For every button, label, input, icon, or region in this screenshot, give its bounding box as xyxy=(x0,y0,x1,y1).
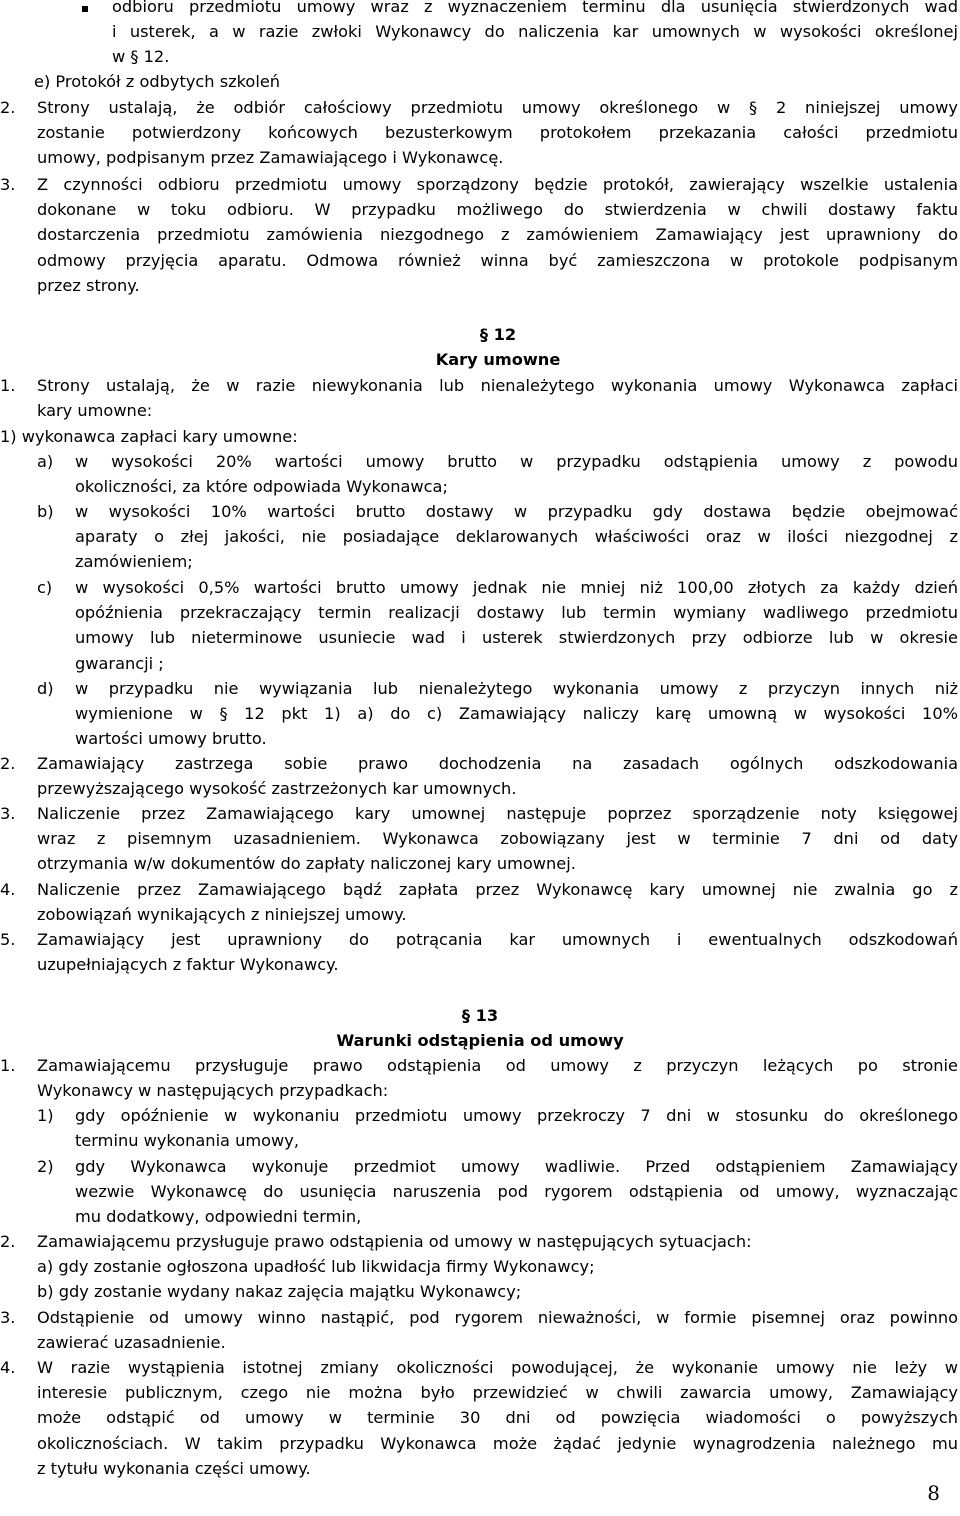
list-label: 2) xyxy=(37,1157,54,1176)
text-line: w wysokości 20% wartości umowy brutto w przypadku odstąpienia umowy z powodu xyxy=(75,452,958,471)
text-line: zostanie potwierdzony końcowych bezusterkowym protokołem przekazania całości przedmiotu xyxy=(37,123,958,143)
text-line: uzupełniających z faktur Wykonawcy. xyxy=(37,955,339,975)
list-label: c) xyxy=(37,578,53,597)
text-line: gdy opóźnienie w wykonaniu przedmiotu umowy przekroczy 7 dni w stosunku do określonego xyxy=(75,1106,958,1125)
text-line: Zamawiającemu przysługuje prawo odstąpienia od umowy w następujących sytuacjach: xyxy=(37,1232,752,1251)
text-line: wymienione w § 12 pkt 1) a) do c) Zamawiający naliczy karę umowną w wysokości 10% xyxy=(75,704,958,724)
text-line: dostarczenia przedmiotu zamówienia niezgodnego z zamówieniem Zamawiający jest uprawniony do xyxy=(37,225,958,245)
text-line: w § 12. xyxy=(112,47,170,67)
text-line: i usterek, a w razie zwłoki Wykonawcy do naliczenia kar umownych w wysokości określonej xyxy=(112,22,958,42)
paragraph-number: 2. xyxy=(0,754,16,773)
text-line: odmowy przyjęcia aparatu. Odmowa również winna być zamieszczona w protokole podpisanym xyxy=(37,250,958,270)
text-line: przez strony. xyxy=(37,275,140,295)
text-line: opóźnienia przekraczający termin realizacji dostawy lub termin wymiany wadliwego przedmiotu xyxy=(75,603,958,623)
text-line: umowy lub nieterminowe usuniecie wad i usterek stwierdzonych przy odbiorze lub w okresie xyxy=(75,628,958,648)
text-line: z tytułu wykonania części umowy. xyxy=(37,1458,311,1478)
paragraph-number: 2. xyxy=(0,98,16,117)
text-line: w przypadku nie wywiązania lub nienależytego wykonania umowy z przyczyn innych niż xyxy=(75,679,958,698)
text-line: okolicznościach. W takim przypadku Wykonawca może żądać jedynie wynagrodzenia należnego mu xyxy=(37,1433,958,1453)
text-line: Strony ustalają, że w razie niewykonania lub nienależytego wykonania umowy Wykonawca zapłaci xyxy=(37,376,958,395)
text-line: W razie wystąpienia istotnej zmiany okoliczności powodującej, że wykonanie umowy nie leży w xyxy=(37,1358,958,1377)
section-number: § 13 xyxy=(461,1006,499,1025)
text-line: okoliczności, za które odpowiada Wykonawca; xyxy=(75,477,448,497)
text-line: odbioru przedmiotu umowy wraz z wyznaczeniem terminu dla usunięcia stwierdzonych wad xyxy=(112,0,958,16)
text-line: Odstąpienie od umowy winno nastąpić, pod rygorem nieważności, w formie pisemnej oraz powinno xyxy=(37,1308,958,1327)
text-line: zamówieniem; xyxy=(75,552,193,572)
text-line: w wysokości 10% wartości brutto dostawy w przypadku gdy dostawa będzie obejmować xyxy=(75,502,958,521)
text-line: Zamawiającemu przysługuje prawo odstąpienia od umowy z przyczyn leżących po stronie xyxy=(37,1056,958,1075)
text-line: Zamawiający jest uprawniony do potrącania kar umownych i ewentualnych odszkodowań xyxy=(37,930,958,949)
text-line: wartości umowy brutto. xyxy=(75,729,267,749)
text-line: Zamawiający zastrzega sobie prawo dochodzenia na zasadach ogólnych odszkodowania xyxy=(37,754,958,773)
text-line: gdy Wykonawca wykonuje przedmiot umowy wadliwie. Przed odstąpieniem Zamawiający xyxy=(75,1157,958,1176)
paragraph-number: 1. xyxy=(0,376,16,395)
section-heading-13 xyxy=(0,1003,960,1053)
text-line: zawierać uzasadnienie. xyxy=(37,1333,226,1353)
text-line: Naliczenie przez Zamawiającego kary umownej następuje poprzez sporządzenie noty księgowej xyxy=(37,804,958,823)
text-line: umowy, podpisanym przez Zamawiającego i Wykonawcę. xyxy=(37,148,504,168)
text-line: przewyższającego wysokość zastrzeżonych kar umownych. xyxy=(37,779,517,799)
page-number: 8 xyxy=(927,1481,940,1505)
text-line: wraz z pisemnym uzasadnieniem. Wykonawca zobowiązany jest w terminie 7 dni od daty xyxy=(37,829,958,849)
section-heading-12 xyxy=(0,322,960,372)
paragraph-number: 4. xyxy=(0,1358,16,1377)
text-line: może odstąpić od umowy w terminie 30 dni od powzięcia wiadomości o powyższych xyxy=(37,1408,958,1428)
text-line: 1) wykonawca zapłaci kary umowne: xyxy=(0,427,298,446)
text-line: mu dodatkowy, odpowiedni termin, xyxy=(75,1207,362,1227)
text-line: aparaty o złej jakości, nie posiadające deklarowanych właściwości oraz w ilości niezgodnej z xyxy=(75,527,958,547)
text-line: dokonane w toku odbioru. W przypadku możliwego do stwierdzenia w chwili dostawy faktu xyxy=(37,200,958,220)
text-line: gwarancji ; xyxy=(75,653,164,673)
text-line: Strony ustalają, że odbiór całościowy przedmiotu umowy określonego w § 2 niniejszej umowy xyxy=(37,98,958,117)
text-line: interesie publicznym, czego nie można było przewidzieć w chwili zawarcia umowy, Zamawiający xyxy=(37,1383,958,1403)
text-line: otrzymania w/w dokumentów do zapłaty naliczonej kary umownej. xyxy=(37,854,576,874)
text-line: Naliczenie przez Zamawiającego bądź zapłata przez Wykonawcę kary umownej nie zwalnia go z xyxy=(37,880,958,899)
text-line: e) Protokół z odbytych szkoleń xyxy=(34,72,281,91)
text-line: b) gdy zostanie wydany nakaz zajęcia majątku Wykonawcy; xyxy=(37,1282,522,1302)
paragraph-number: 3. xyxy=(0,804,16,823)
text-line: wezwie Wykonawcę do usunięcia naruszenia pod rygorem odstąpienia od umowy, wyznaczając xyxy=(75,1182,958,1202)
section-title: Warunki odstąpienia od umowy xyxy=(336,1031,624,1051)
paragraph-number: 2. xyxy=(0,1232,16,1251)
text-line: Z czynności odbioru przedmiotu umowy sporządzony będzie protokół, zawierający wszelkie ustalenia xyxy=(37,175,958,194)
text-line: zobowiązań wynikających z niniejszej umowy. xyxy=(37,905,407,925)
text-line: a) gdy zostanie ogłoszona upadłość lub likwidacja firmy Wykonawcy; xyxy=(37,1257,595,1277)
list-label: b) xyxy=(37,502,54,521)
list-label: d) xyxy=(37,679,54,698)
paragraph-number: 4. xyxy=(0,880,16,899)
text-line: w wysokości 0,5% wartości brutto umowy jednak nie mniej niż 100,00 złotych za każdy dzień xyxy=(75,578,958,597)
paragraph-number: 1. xyxy=(0,1056,16,1075)
paragraph-number: 3. xyxy=(0,175,16,194)
list-label: a) xyxy=(37,452,54,471)
paragraph-number: 5. xyxy=(0,930,16,949)
section-title: Kary umowne xyxy=(435,350,561,370)
text-line: kary umowne: xyxy=(37,401,153,421)
text-line: Wykonawcy w następujących przypadkach: xyxy=(37,1081,389,1101)
text-line: terminu wykonania umowy, xyxy=(75,1131,300,1151)
paragraph-number: 3. xyxy=(0,1308,16,1327)
list-label: 1) xyxy=(37,1106,54,1125)
section-number: § 12 xyxy=(479,325,517,344)
square-bullet-icon xyxy=(82,6,88,12)
